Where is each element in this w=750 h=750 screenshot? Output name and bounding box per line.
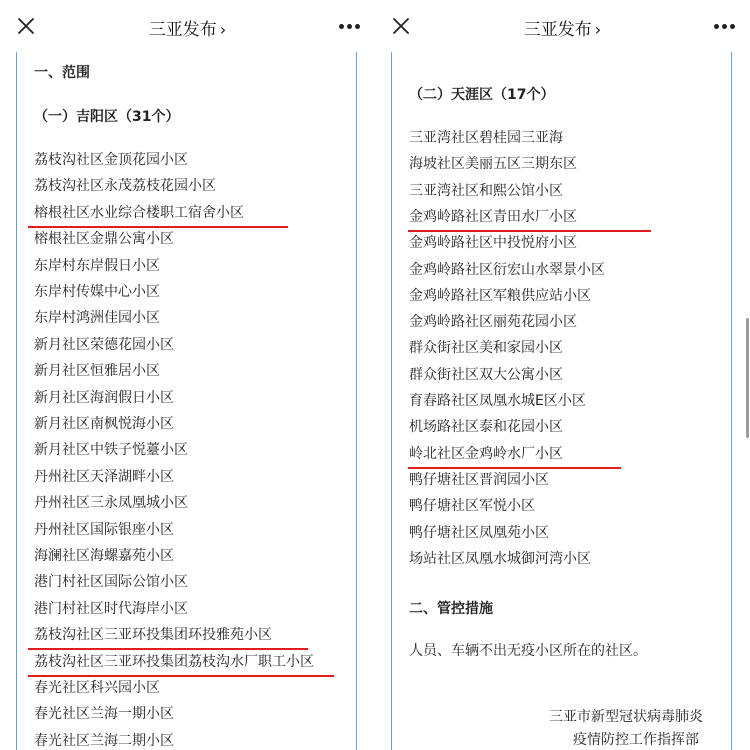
- list-item: 榕根社区金鼎公寓小区: [34, 231, 174, 248]
- list-item: 金鸡岭路社区丽苑花园小区: [409, 314, 577, 331]
- list-item: 荔枝沟社区永茂荔枝花园小区: [34, 178, 216, 195]
- account-title-link[interactable]: [0, 15, 375, 40]
- highlight-underline: [408, 467, 621, 469]
- district-heading: （一）吉阳区（31个）: [34, 109, 180, 125]
- list-item: 群众街社区美和家园小区: [409, 340, 563, 357]
- list-item: 鸭仔塘社区凤凰苑小区: [409, 524, 549, 541]
- list-item: 港门村社区时代海岸小区: [34, 600, 188, 617]
- list-item: 金鸡岭路社区中投悦府小区: [409, 235, 577, 252]
- more-dots-icon: [722, 24, 727, 29]
- list-item: 育春路社区凤凰水城E区小区: [409, 393, 586, 409]
- list-item: 海坡社区美丽五区三期东区: [409, 156, 577, 173]
- right-article-pane: [375, 0, 750, 750]
- more-options-button[interactable]: [339, 24, 361, 30]
- account-title: 三亚发布: [148, 20, 217, 40]
- list-item: 港门村社区国际公馆小区: [34, 574, 188, 591]
- list-item: 金鸡岭路社区青田水厂小区: [409, 208, 577, 225]
- list-item: 海澜社区海螺嘉苑小区: [34, 548, 174, 564]
- chevron-right-icon: ›: [219, 20, 227, 39]
- top-navigation-bar: [0, 0, 375, 52]
- more-options-button[interactable]: [714, 24, 736, 30]
- section-heading: 二、管控措施: [409, 601, 493, 617]
- list-item: 荔枝沟社区三亚环投集团环投雅苑小区: [34, 627, 272, 644]
- more-dots-icon: [339, 24, 344, 29]
- scrollbar-thumb[interactable]: [746, 318, 749, 438]
- list-item: 东岸村鸿洲佳园小区: [34, 310, 160, 327]
- list-item: 机场路社区泰和花园小区: [409, 419, 563, 436]
- list-item: 新月社区恒雅居小区: [34, 363, 160, 380]
- signature-line: 疫情防控工作指挥部: [573, 732, 699, 748]
- list-item: 荔枝沟社区三亚环投集团荔枝沟水厂职工小区: [34, 653, 314, 670]
- more-dots-icon: [355, 24, 360, 29]
- chevron-right-icon: ›: [594, 20, 602, 39]
- list-item: 新月社区南枫悦海小区: [34, 416, 174, 432]
- list-item: 丹州社区国际银座小区: [34, 521, 174, 538]
- list-item: 岭北社区金鸡岭水厂小区: [409, 445, 563, 462]
- list-item: 榕根社区水业综合楼职工宿舍小区: [34, 204, 244, 221]
- highlight-underline: [408, 230, 651, 232]
- list-item: 鸭仔塘社区晋润园小区: [409, 471, 549, 488]
- list-item: 荔枝沟社区金顶花园小区: [34, 152, 188, 168]
- control-measure-text: 人员、车辆不出无疫小区所在的社区。: [409, 643, 647, 659]
- list-item: 新月社区海润假日小区: [34, 389, 174, 406]
- account-title: 三亚发布: [523, 20, 592, 40]
- signature-line: 三亚市新型冠状病毒肺炎: [549, 709, 703, 725]
- list-item: 丹州社区三永凤凰城小区: [34, 495, 188, 512]
- account-title-link[interactable]: [375, 15, 750, 40]
- list-item: 金鸡岭路社区衍宏山水翠景小区: [409, 261, 605, 278]
- list-item: 春光社区科兴园小区: [34, 680, 160, 696]
- more-dots-icon: [730, 24, 735, 29]
- highlight-underline: [28, 648, 308, 650]
- highlight-underline: [28, 226, 288, 228]
- list-item: 鸭仔塘社区军悦小区: [409, 498, 535, 515]
- list-item: 三亚湾社区碧桂园三亚海: [409, 130, 563, 146]
- list-item: 场站社区凤凰水城御河湾小区: [409, 550, 591, 567]
- more-dots-icon: [714, 24, 719, 29]
- list-item: 春光社区兰海二期小区: [34, 732, 174, 749]
- district-heading: （二）天涯区（17个）: [409, 87, 555, 103]
- top-navigation-bar: [375, 0, 750, 52]
- list-item: 东岸村传媒中心小区: [34, 284, 160, 300]
- highlight-underline: [28, 675, 334, 677]
- list-item: 金鸡岭路社区军粮供应站小区: [409, 287, 591, 304]
- list-item: 丹州社区天泽湖畔小区: [34, 468, 174, 485]
- more-dots-icon: [347, 24, 352, 29]
- list-item: 东岸村东岸假日小区: [34, 257, 160, 274]
- list-item: 群众街社区双大公寓小区: [409, 366, 563, 383]
- list-item: 春光社区兰海一期小区: [34, 706, 174, 723]
- section-heading: 一、范围: [34, 65, 90, 81]
- list-item: 三亚湾社区和熙公馆小区: [409, 182, 563, 199]
- list-item: 新月社区荣德花园小区: [34, 336, 174, 353]
- list-item: 新月社区中铁子悦薹小区: [34, 442, 188, 459]
